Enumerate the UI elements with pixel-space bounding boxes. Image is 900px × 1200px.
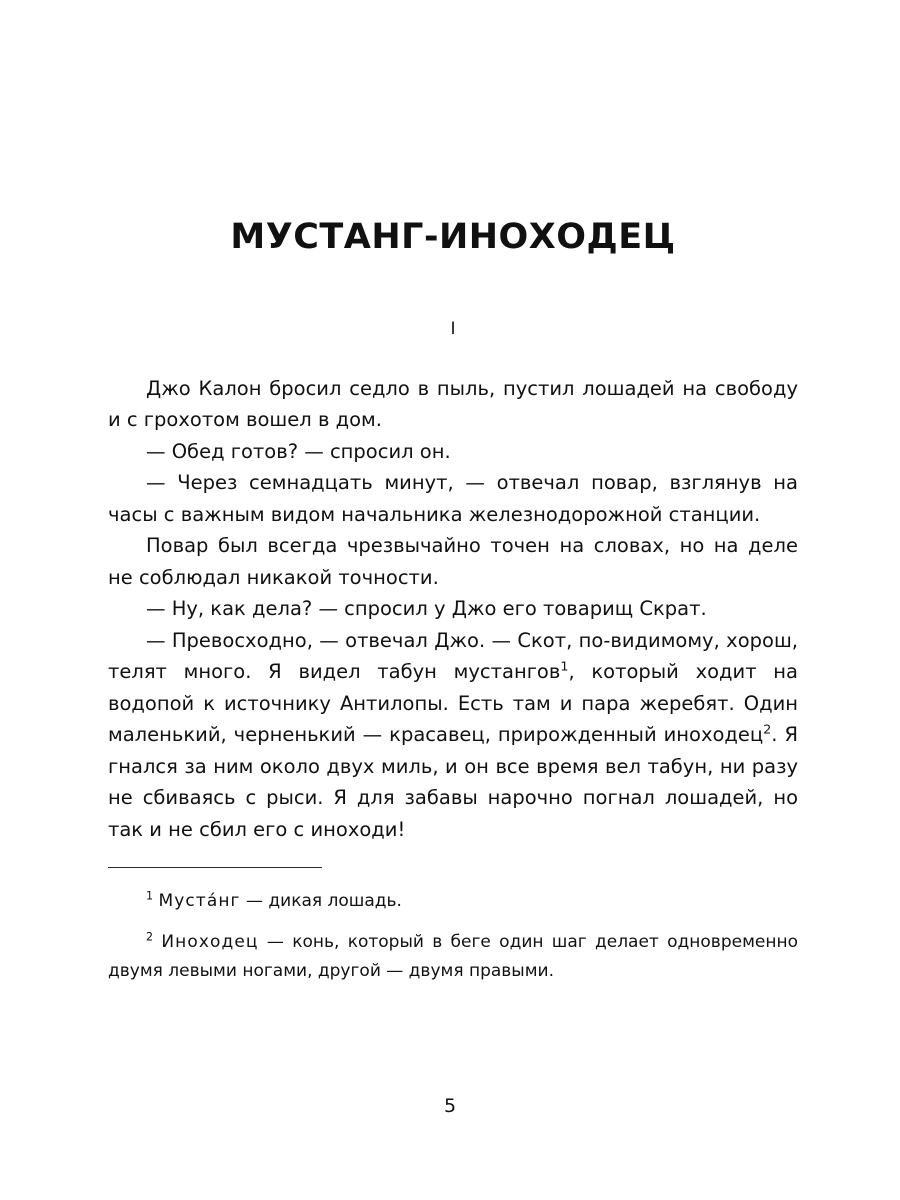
footnote-marker-2: 2 [763, 721, 772, 737]
paragraph: Повар был всегда чрезвычайно точен на словах, но на деле не соблюдал никакой точности. [108, 534, 798, 589]
paragraph-part: . Я гнался за ним около двух миль, и он все время вел табун, ни разу не сбиваясь с рыси. Я для забавы нарочно погнал лошадей, но так и не сбил его с иноходи! [108, 723, 798, 841]
section-number: I [450, 318, 456, 339]
page-title: МУСТАНГ-ИНОХОДЕЦ [230, 217, 676, 257]
page-number: 5 [443, 1095, 457, 1117]
paragraph: — Ну, как дела? — спросил у Джо его товарищ Скрат. [146, 597, 707, 620]
body-text [108, 373, 798, 846]
paragraph-with-footnotes [108, 625, 798, 846]
paragraph: Джо Калон бросил седло в пыль, пустил лошадей на свободу и с грохотом вошел в дом. [108, 376, 798, 431]
footnote-ref-2: 2 [146, 930, 154, 944]
paragraph-part: , который ходит на водопой к источнику Антилопы. Есть там и пара жеребят. Один маленький, черненький — красавец, прирожденный иноходец [108, 660, 798, 746]
paragraph: — Через семнадцать минут, — отвечал повар, взглянув на часы с важным видом начальника железнодорожной станции. [108, 471, 798, 526]
footnote-term: Муста́нг [158, 891, 241, 911]
footnote-divider [108, 867, 322, 868]
paragraph-part: — Превосходно, — отвечал Джо. — Скот, по-видимому, хорош, телят много. Я видел табун мустангов [108, 628, 798, 683]
page-content [108, 0, 798, 998]
footnote-item [108, 928, 798, 986]
footnote-ref-1: 1 [146, 889, 154, 903]
footnote-text: — дикая лошадь. [240, 891, 402, 911]
footnote-item [108, 887, 798, 916]
footnote-term: Иноходец [161, 932, 259, 952]
footnotes [108, 887, 798, 986]
paragraph: — Обед готов? — спросил он. [146, 439, 451, 463]
footnote-marker-1: 1 [560, 658, 569, 674]
footnote-text: — конь, который в беге один шаг делает одновременно двумя левыми ногами, другой — двумя правыми. [108, 932, 798, 981]
